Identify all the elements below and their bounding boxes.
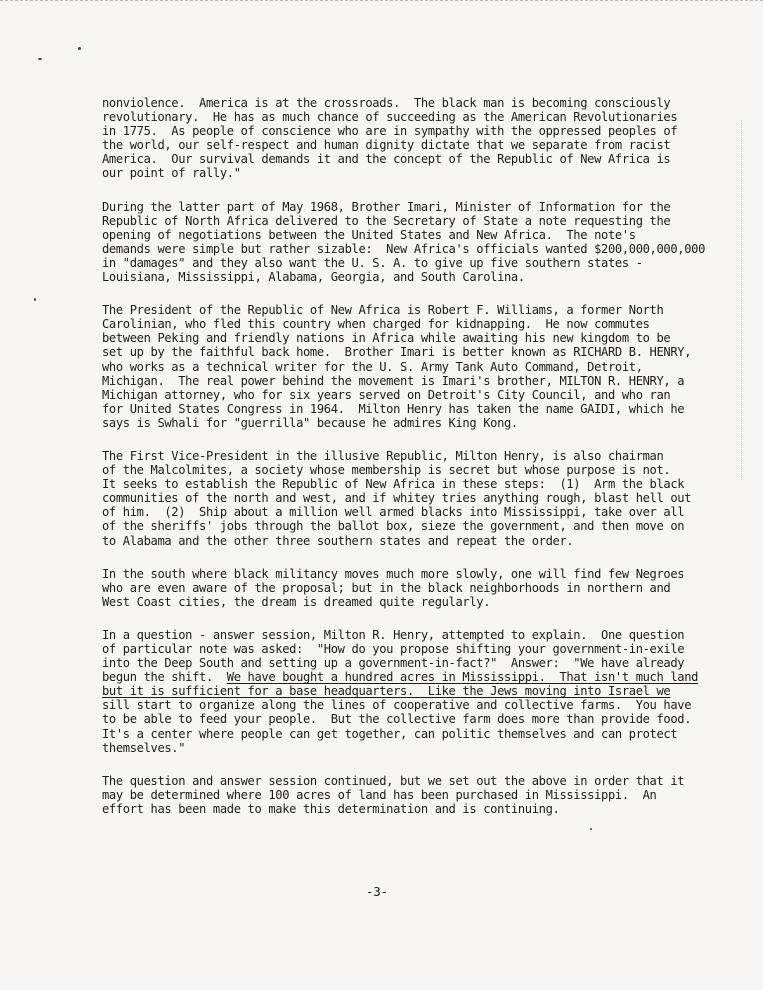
text-line: It seeks to establish the Republic of New Africa in these steps: (1) Arm the black bbox=[102, 477, 685, 492]
text-line: of the Malcolmites, a society whose membership is secret but whose purpose is not. bbox=[102, 463, 671, 478]
paragraph bbox=[102, 200, 722, 285]
text-line: During the latter part of May 1968, Brother Imari, Minister of Information for the bbox=[102, 199, 671, 214]
paragraph bbox=[102, 567, 722, 609]
text-line: Michigan. The real power behind the movement is Imari's brother, MILTON R. HENRY, a bbox=[102, 373, 685, 388]
text-line: to be able to feed your people. But the collective farm does more than provide food. bbox=[102, 712, 692, 727]
paragraph bbox=[102, 303, 722, 430]
text-line: The President of the Republic of New Africa is Robert F. Williams, a former North bbox=[102, 303, 664, 318]
text-line: for United States Congress in 1964. Milton Henry has taken the name GAIDI, which he bbox=[102, 401, 685, 416]
text-line: the world, our self-respect and human dignity dictate that we separate from racist bbox=[102, 138, 671, 153]
stray-mark bbox=[78, 47, 81, 50]
text-line: our point of rally." bbox=[102, 166, 241, 181]
text-line: In a question - answer session, Milton R. Henry, attempted to explain. One question bbox=[102, 627, 685, 642]
text-line: into the Deep South and setting up a government-in-fact?" Answer: "We have already bbox=[102, 656, 685, 671]
paragraph bbox=[102, 449, 722, 548]
paragraph bbox=[102, 628, 722, 755]
text-line: who are even aware of the proposal; but in the black neighborhoods in northern and bbox=[102, 580, 671, 595]
stray-mark bbox=[38, 58, 42, 60]
paragraph bbox=[102, 774, 722, 816]
paragraph bbox=[102, 96, 722, 181]
text-line: Carolinian, who fled this country when charged for kidnapping. He now commutes bbox=[102, 317, 650, 332]
text-line: The First Vice-President in the illusive Republic, Milton Henry, is also chairman bbox=[102, 448, 664, 463]
text-line: West Coast cities, the dream is dreamed quite regularly. bbox=[102, 594, 491, 609]
text-line: The question and answer session continued, but we set out the above in order that it bbox=[102, 773, 685, 788]
text-line: communities of the north and west, and if whitey tries anything rough, blast hell out bbox=[102, 491, 692, 506]
page-number: -3- bbox=[366, 884, 388, 899]
text-line: in 1775. As people of conscience who are in sympathy with the oppressed peoples of bbox=[102, 124, 678, 139]
text-line: In the south where black militancy moves much more slowly, one will find few Negroes bbox=[102, 566, 685, 581]
page-margin-marks bbox=[741, 120, 743, 480]
underlined-text: We have bought a hundred acres in Mississippi. That isn't much land bbox=[226, 670, 699, 685]
text-line: sill start to organize along the lines of cooperative and collective farms. You have bbox=[102, 698, 692, 713]
text-line: demands were simple but rather sizable: New Africa's officials wanted $200,000,000,000 bbox=[102, 241, 706, 256]
text-line: set up by the faithful back home. Brother Imari is better known as RICHARD B. HENRY, bbox=[102, 345, 692, 360]
text-line: begun the shift. We have bought a hundred acres in Mississippi. That isn't much land bbox=[102, 670, 699, 685]
text-line: It's a center where people can get together, can politic themselves and can protect bbox=[102, 726, 678, 741]
text-line: to Alabama and the other three southern states and repeat the order. bbox=[102, 533, 574, 548]
stray-mark bbox=[34, 298, 36, 301]
text-line: Michigan attorney, who for six years served on Detroit's City Council, and who ran bbox=[102, 387, 671, 402]
text-line: revolutionary. He has as much chance of succeeding as the American Revolutionaries bbox=[102, 110, 678, 125]
text-line: Louisiana, Mississippi, Alabama, Georgia, and South Carolina. bbox=[102, 270, 525, 285]
text-line: between Peking and friendly nations in Africa while awaiting his new kingdom to be bbox=[102, 331, 671, 346]
document-body bbox=[102, 96, 722, 835]
text-line: of particular note was asked: "How do you propose shifting your government-in-exile bbox=[102, 642, 685, 656]
underlined-text-line: but it is sufficient for a base headquarters. Like the Jews moving into Israel we bbox=[102, 684, 671, 699]
text-line: effort has been made to make this determination and is continuing. bbox=[102, 801, 560, 816]
text-line: in "damages" and they also want the U. S. A. to give up five southern states - bbox=[102, 255, 643, 270]
text-line: themselves." bbox=[102, 740, 186, 755]
text-line: who works as a technical writer for the U. S. Army Tank Auto Command, Detroit, bbox=[102, 359, 643, 374]
text-line: of him. (2) Ship about a million well armed blacks into Mississippi, take over all bbox=[102, 505, 685, 520]
text-line: America. Our survival demands it and the concept of the Republic of New Africa is bbox=[102, 152, 671, 167]
text-line: Republic of North Africa delivered to the Secretary of State a note requesting the bbox=[102, 213, 671, 228]
page-top-edge bbox=[0, 0, 763, 7]
text-line: nonviolence. America is at the crossroads. The black man is becoming consciously bbox=[102, 96, 671, 110]
text-line: says is Swhali for "guerrilla" because he admires King Kong. bbox=[102, 415, 518, 430]
text-line: of the sheriffs' jobs through the ballot box, sieze the government, and then move on bbox=[102, 519, 685, 534]
text-line: opening of negotiations between the United States and New Africa. The note's bbox=[102, 227, 636, 242]
text-line: may be determined where 100 acres of land has been purchased in Mississippi. An bbox=[102, 787, 657, 802]
